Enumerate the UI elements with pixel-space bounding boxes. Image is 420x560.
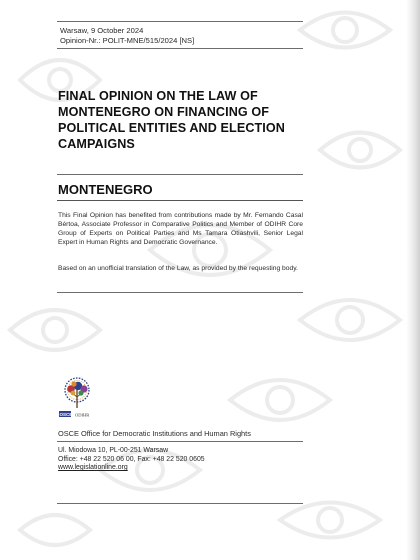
date-line: Warsaw, 9 October 2024 <box>60 26 144 35</box>
postal-address: Ul. Miodowa 10, PL-00-251 Warsaw <box>58 447 169 454</box>
bottom-rule <box>57 503 303 504</box>
contact-block <box>58 447 205 473</box>
phone-fax: Office: +48 22 520 06 00, Fax: +48 22 520 0605 <box>58 455 205 463</box>
document-meta <box>60 26 194 46</box>
country-heading: MONTENEGRO <box>58 182 153 197</box>
top-rule <box>57 21 303 22</box>
footer-rule <box>57 441 303 442</box>
title-rule <box>57 174 303 175</box>
opinion-number: Opinion-Nr.: POLIT-MNE/515/2024 [NS] <box>60 36 195 45</box>
website-link[interactable]: www.legislationline.org <box>58 464 128 472</box>
osce-wordmark: OSCE <box>59 412 73 417</box>
translation-note: Based on an unofficial translation of the Law, as provided by the requesting body. <box>58 265 298 272</box>
document-title: FINAL OPINION ON THE LAW OF MONTENEGRO ON FINANCING OF POLITICAL ENTITIES AND ELECTION CAMPAIGNS <box>58 89 285 151</box>
country-rule <box>57 200 303 201</box>
odihr-wordmark: ODIHR <box>75 412 90 418</box>
body-rule <box>57 292 303 293</box>
organization-name: OSCE Office for Democratic Institutions and Human Rights <box>58 429 251 438</box>
osce-odihr-logo <box>58 375 122 425</box>
page-edge-shadow <box>406 0 420 560</box>
meta-rule <box>57 48 303 49</box>
acknowledgement-paragraph: This Final Opinion has benefited from contributions made by Mr. Fernando Casal Bértoa, Associate Professor in Comparative Politics and Member of ODIHR Core Group of Experts on Political Parties and Ms Tamara Otiashvili, Senior Legal Expert in Human Rights and Democratic Governance. <box>58 212 303 246</box>
